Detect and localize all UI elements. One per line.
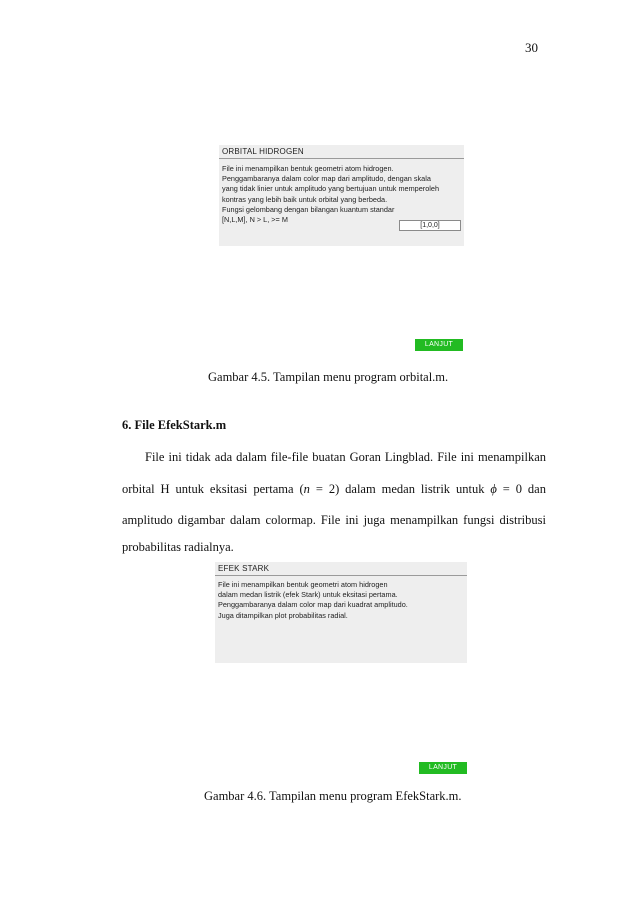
description-line: File ini menampilkan bentuk geometri atom hidrogen. — [222, 164, 394, 173]
panel-title: ORBITAL HIDROGEN — [222, 147, 304, 156]
efek-stark-panel — [215, 562, 467, 663]
lanjut-button[interactable]: LANJUT — [415, 339, 463, 351]
orbital-hidrogen-panel — [219, 145, 464, 246]
description-line: dalam medan listrik (efek Stark) untuk eksitasi pertama. — [218, 590, 398, 600]
description-line: Penggambaranya dalam color map dari amplitudo, dengan skala — [222, 174, 431, 184]
panel-description — [218, 580, 408, 621]
panel-divider — [215, 575, 467, 576]
description-line: Fungsi gelombang dengan bilangan kuantum standar — [222, 204, 395, 214]
paragraph-line — [122, 450, 546, 465]
quantum-number-input[interactable]: [1,0,0] — [399, 220, 461, 231]
description-line: File ini menampilkan bentuk geometri atom hidrogen — [218, 580, 388, 589]
description-line: [N,L,M], N > L, >= M — [222, 215, 288, 225]
paragraph-text: = 0 dan — [496, 482, 546, 496]
description-line: Penggambaranya dalam color map dari kuadrat amplitudo. — [218, 600, 408, 610]
description-line: yang tidak linier untuk amplitudo yang bertujuan untuk memperoleh — [222, 184, 440, 194]
figure-caption: Gambar 4.6. Tampilan menu program EfekStark.m. — [204, 789, 462, 803]
lanjut-button[interactable]: LANJUT — [419, 762, 467, 774]
paragraph-text: = 2) dalam medan listrik untuk — [309, 482, 491, 496]
paragraph-line — [122, 482, 546, 497]
page-number: 30 — [525, 40, 538, 55]
paragraph-line: probabilitas radialnya. — [122, 540, 234, 554]
description-line: kontras yang lebih baik untuk orbital yang berbeda. — [222, 194, 388, 204]
phi-symbol: ϕ — [490, 482, 497, 496]
panel-divider — [219, 158, 464, 159]
paragraph-text: orbital H untuk eksitasi pertama ( — [122, 482, 304, 496]
section-heading: 6. File EfekStark.m — [122, 418, 227, 432]
quantum-number-symbol: n — [303, 482, 310, 496]
figure-caption: Gambar 4.5. Tampilan menu program orbital.m. — [208, 370, 449, 384]
paragraph-text: File ini tidak ada dalam file-file buatan Goran Lingblad. File ini menampilkan — [145, 450, 546, 464]
panel-title: EFEK STARK — [218, 564, 270, 573]
description-line: Juga ditampilkan plot probabilitas radial. — [218, 610, 348, 620]
panel-description — [222, 164, 439, 225]
paragraph-line: amplitudo digambar dalam colormap. File ini juga menampilkan fungsi distribusi — [122, 513, 546, 527]
